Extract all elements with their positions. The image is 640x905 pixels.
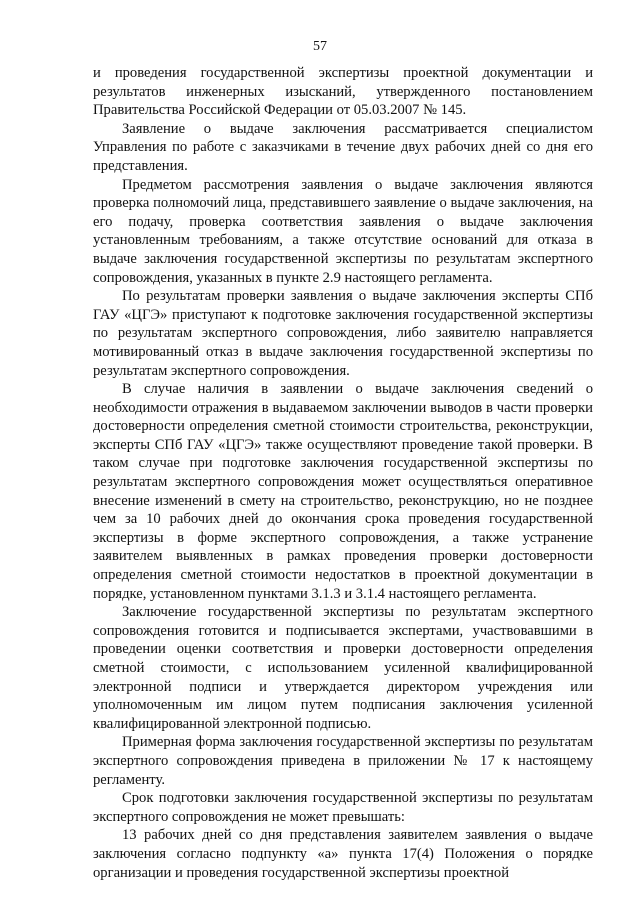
paragraph-cost-verification: В случае наличия в заявлении о выдаче заключения сведений о необходимости отражения в выдаваемом заключении выводов в части проверки достоверности определения сметной стоимости строительства, реконструкции, эксперты СПб ГАУ «ЦГЭ» также осуществляют проведение такой проверки. В таком случае при подготовке заключения государственной экспертизы по результатам экспертного сопровождения может осуществляться оперативное внесение изменений в смету на строительство, реконструкцию, но не позднее чем за 10 рабочих дней до окончания срока проведения государственной экспертизы в форме экспертного сопровождения, а также устранение заявителем выявленных в рамках проведения проверки достоверности определения сметной стоимости недостатков в проектной документации в порядке, установленном пунктами 3.1.3 и 3.1.4 настоящего регламента.	[93, 381, 593, 602]
paragraph-conclusion-signing: Заключение государственной экспертизы по результатам экспертного сопровождения готовится и подписывается экспертами, участвовавшими в проведении оценки соответствия и проверки достоверности определения сметной стоимости, с использованием усиленной квалифицированной электронной подписи и утверждается директором учреждения или уполномоченным им лицом путем подписания заключения усиленной квалифицированной электронной подписью.	[93, 604, 593, 732]
paragraph-review-subject: Предметом рассмотрения заявления о выдаче заключения являются проверка полномочий лица, представившего заявление о выдаче заключения, на его подачу, проверка соответствия заявления о выдаче заключения установленным требованиям, а также отсутствие оснований для отказа в выдаче заключения государственной экспертизы по результатам экспертного сопровождения, указанных в пункте 2.9 настоящего регламента.	[93, 176, 593, 286]
paragraph-sample-form: Примерная форма заключения государственной экспертизы по результатам экспертного сопровождения приведена в приложении № 17 к настоящему регламенту.	[93, 734, 593, 788]
paragraph-deadline-intro: Срок подготовки заключения государственной экспертизы по результатам экспертного сопровождения не может превышать:	[93, 790, 593, 825]
paragraph-review-result: По результатам проверки заявления о выдаче заключения эксперты СПб ГАУ «ЦГЭ» приступают к подготовке заключения государственной экспертизы по результатам экспертного сопровождения, либо заявителю направляется мотивированный отказ в выдаче заключения государственной экспертизы по результатам экспертного сопровождения.	[93, 288, 593, 379]
paragraph-continuation: и проведения государственной экспертизы проектной документации и результатов инженерных изысканий, утвержденного постановлением Правительства Российской Федерации от 05.03.2007 № 145.	[93, 65, 593, 119]
body-text	[93, 64, 593, 882]
paragraph-deadline-item: 13 рабочих дней со дня представления заявителем заявления о выдаче заключения согласно подпункту «а» пункта 17(4) Положения о порядке организации и проведения государственной экспертизы проектной	[93, 827, 593, 881]
paragraph-application-review: Заявление о выдаче заключения рассматривается специалистом Управления по работе с заказчиками в течение двух рабочих дней со дня его представления.	[93, 120, 593, 174]
page-number: 57	[313, 39, 327, 54]
